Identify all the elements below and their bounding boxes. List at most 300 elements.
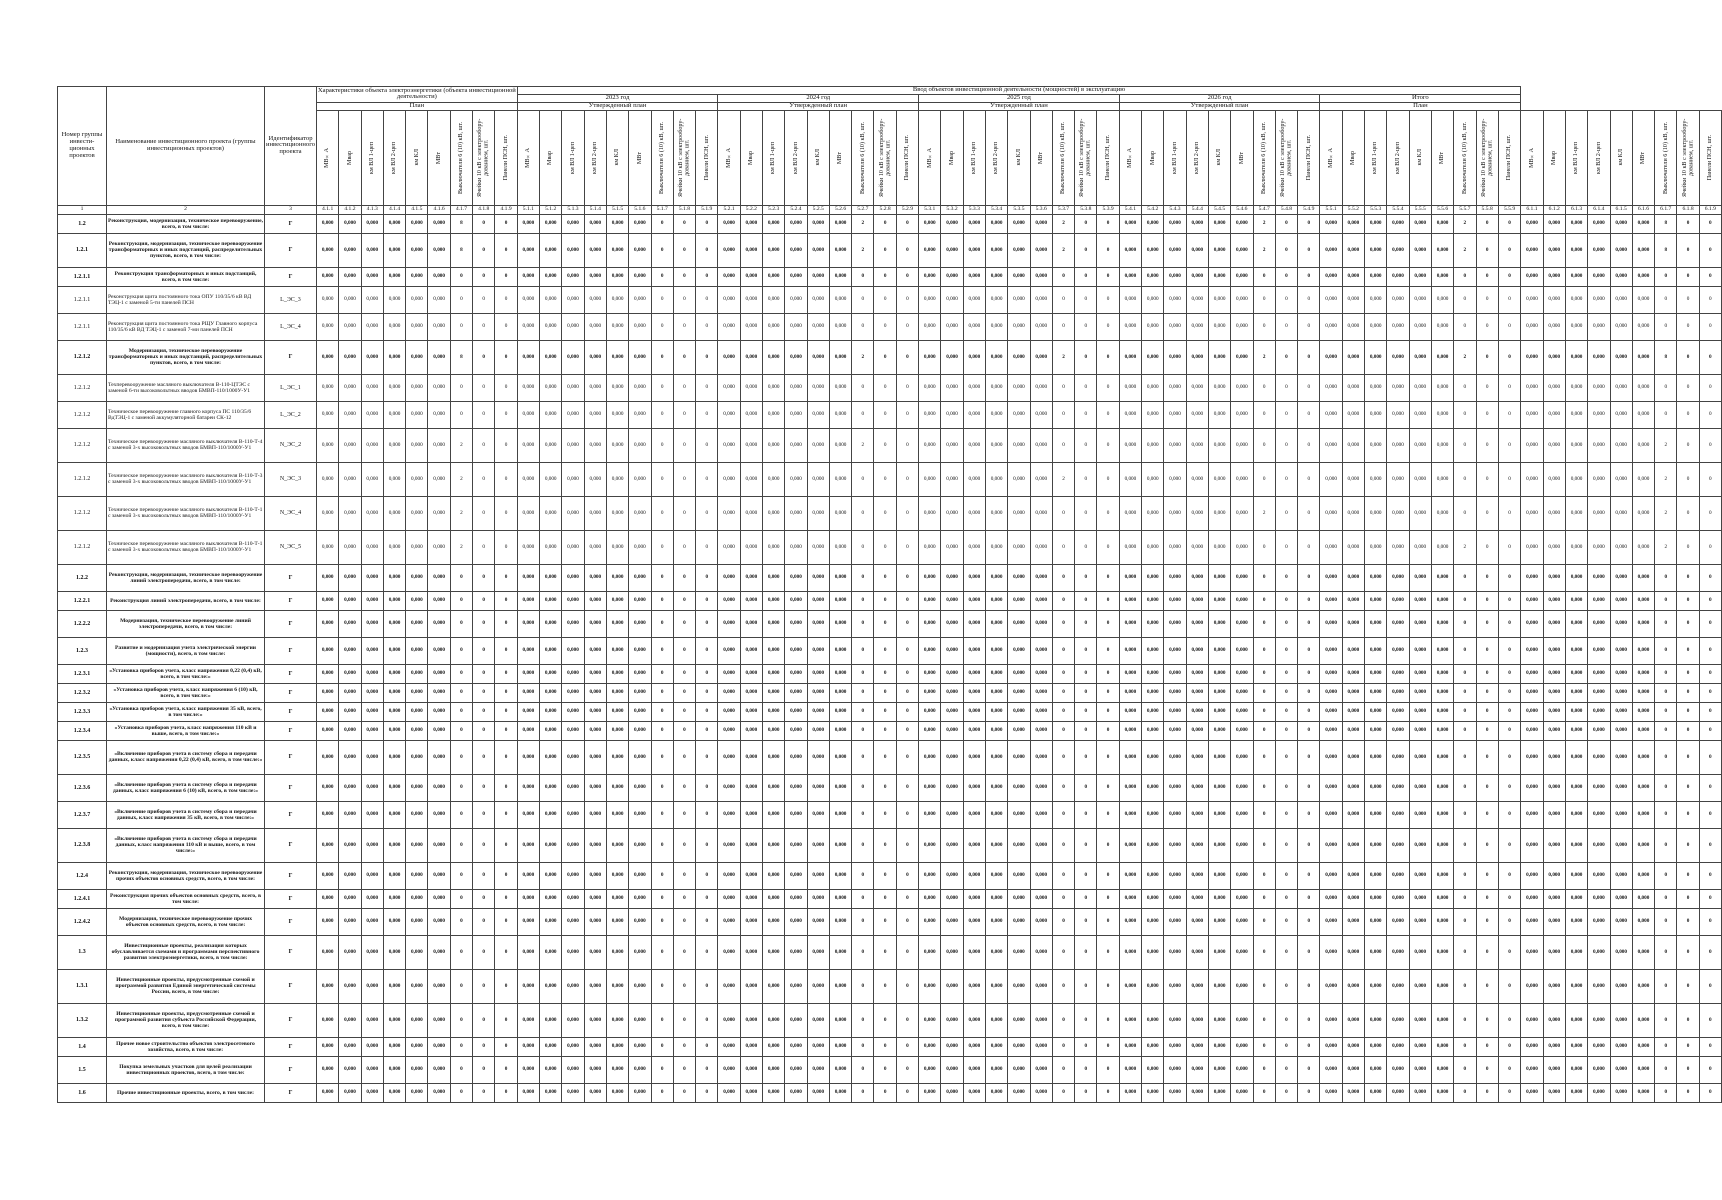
row-value: 0,000: [1365, 428, 1387, 462]
row-value: 0,000: [1588, 801, 1610, 828]
row-project-name: «Включение приборов учета в систему сбора и передачи данных, класс напряжения 35 кВ, всего, в том числе:»: [107, 801, 265, 828]
row-value: 0,000: [406, 267, 428, 286]
row-value: 0,000: [562, 862, 584, 889]
row-value: 0: [1677, 214, 1699, 233]
row-value: 0,000: [1365, 610, 1387, 637]
row-project-name: Реконструкция, модернизация, техническое перевооружение трансформаторных и иных подстанций, распределительных пунктов, всего, в том числе:: [107, 233, 265, 267]
row-value: 0,000: [1208, 637, 1230, 664]
column-number: 5.3.2: [941, 205, 963, 214]
table-row: [58, 1056, 1722, 1083]
header-unit: [1119, 110, 1141, 205]
row-value: 0: [495, 664, 517, 683]
row-project-name: Реконструкция щита постоянного тока ОПУ 110/35/6 кВ ВД ТЭЦ-1 с заменой 5-ти панелей ПСН: [107, 286, 265, 313]
row-value: 0,000: [807, 340, 829, 374]
row-value: 0: [1052, 530, 1074, 564]
row-value: 0,000: [1409, 530, 1431, 564]
row-value: 0,000: [1565, 702, 1587, 721]
row-value: 0,000: [985, 233, 1007, 267]
header-unit: [1208, 110, 1230, 205]
row-value: 0,000: [1142, 935, 1164, 969]
row-value: 0,000: [1119, 774, 1141, 801]
row-value: 0,000: [1632, 862, 1654, 889]
row-value: 0,000: [1231, 702, 1253, 721]
row-value: 0: [1454, 862, 1476, 889]
row-value: 0,000: [785, 828, 807, 862]
row-value: 0,000: [1543, 286, 1565, 313]
row-value: 0: [495, 774, 517, 801]
row-value: 0,000: [785, 401, 807, 428]
row-value: 0: [473, 721, 495, 740]
row-value: 0,000: [1320, 462, 1342, 496]
row-value: 0: [852, 862, 874, 889]
row-value: 0,000: [339, 1083, 361, 1102]
header-unit-label: км ВЛ 1-цеп: [1171, 141, 1178, 174]
row-value: 0,000: [1164, 828, 1186, 862]
header-unit: [428, 110, 450, 205]
row-value: 0,000: [1231, 935, 1253, 969]
row-value: 0,000: [1164, 374, 1186, 401]
row-value: 0,000: [1632, 908, 1654, 935]
row-value: 0: [852, 828, 874, 862]
row-value: 0,000: [1342, 313, 1364, 340]
row-value: 0,000: [406, 610, 428, 637]
row-value: 0,000: [941, 664, 963, 683]
row-value: 0: [651, 702, 673, 721]
row-value: 0: [1298, 1037, 1320, 1056]
row-value: 0: [1476, 428, 1498, 462]
row-group-number: 1.2.1.2: [58, 401, 107, 428]
row-value: 0,000: [1431, 908, 1453, 935]
row-value: 0: [1454, 740, 1476, 774]
row-value: 0,000: [1030, 828, 1052, 862]
row-value: 0,000: [1521, 1056, 1543, 1083]
row-value: 0,000: [718, 801, 740, 828]
row-value: 0,000: [1186, 313, 1208, 340]
row-value: 0,000: [1387, 233, 1409, 267]
row-value: 0,000: [1565, 214, 1587, 233]
row-value: 0,000: [1142, 374, 1164, 401]
header-unit-label: Выключатели 6 (10) кВ, шт.: [1060, 121, 1067, 194]
row-value: 0: [1498, 530, 1521, 564]
table-row: [58, 721, 1722, 740]
row-value: 0,000: [317, 969, 339, 1003]
column-number: 5.3.5: [1008, 205, 1030, 214]
row-value: 0,000: [963, 428, 985, 462]
row-project-name: «Включение приборов учета в систему сбора и передачи данных, класс напряжения 110 кВ и выше, всего, в том числе:»: [107, 828, 265, 862]
row-value: 0,000: [919, 374, 941, 401]
row-value: 0,000: [1543, 664, 1565, 683]
row-value: 0,000: [1008, 740, 1030, 774]
row-value: 0,000: [1119, 889, 1141, 908]
row-value: 0,000: [406, 564, 428, 591]
row-project-id: Г: [265, 233, 317, 267]
table-row: [58, 428, 1722, 462]
row-value: 0: [874, 1037, 896, 1056]
row-value: 0,000: [1342, 374, 1364, 401]
row-value: 0,000: [1588, 683, 1610, 702]
header-project-name: Наименование инвестиционного проекта (группы инвестиционных проектов): [107, 87, 265, 206]
row-value: 0,000: [1119, 828, 1141, 862]
row-value: 0,000: [1342, 340, 1364, 374]
row-value: 0,000: [1409, 462, 1431, 496]
row-value: 0,000: [517, 591, 539, 610]
row-value: 0: [450, 683, 472, 702]
row-value: 0,000: [317, 496, 339, 530]
row-value: 0,000: [919, 214, 941, 233]
row-value: 0,000: [1565, 401, 1587, 428]
row-value: 0,000: [919, 801, 941, 828]
row-value: 0: [1498, 969, 1521, 1003]
header-unit: [1677, 110, 1699, 205]
row-value: 0,000: [383, 1083, 405, 1102]
header-unit-label: км ВЛ 2-цеп: [792, 141, 799, 174]
row-value: 0,000: [1320, 313, 1342, 340]
row-value: 0,000: [1632, 1003, 1654, 1037]
row-value: 0,000: [829, 801, 851, 828]
row-value: 0,000: [606, 564, 628, 591]
row-project-name: Реконструкция щита постоянного тока РЩУ Главного корпуса 110/35/6 кВ ВД ТЭЦ-1 с заменой 7-ми панелей ПСН: [107, 313, 265, 340]
row-value: 0: [495, 340, 517, 374]
row-value: 0: [1298, 774, 1320, 801]
row-value: 0,000: [1186, 214, 1208, 233]
row-value: 0: [495, 428, 517, 462]
row-value: 0,000: [740, 828, 762, 862]
row-value: 0,000: [317, 721, 339, 740]
row-value: 0,000: [1543, 401, 1565, 428]
row-value: 0,000: [807, 774, 829, 801]
header-approved-plan-2023: Утвержденный план: [517, 102, 718, 110]
row-value: 0,000: [540, 496, 562, 530]
row-value: 0,000: [383, 564, 405, 591]
row-value: 0,000: [1610, 401, 1632, 428]
table-row: [58, 286, 1722, 313]
table-row: [58, 774, 1722, 801]
row-value: 0: [473, 564, 495, 591]
row-value: 0,000: [1231, 1083, 1253, 1102]
row-project-id: N_ЭС_4: [265, 496, 317, 530]
row-value: 0,000: [985, 828, 1007, 862]
row-value: 0: [1052, 591, 1074, 610]
column-number: 5.3.3: [963, 205, 985, 214]
row-value: 0,000: [562, 774, 584, 801]
row-value: 0,000: [1208, 610, 1230, 637]
row-value: 0: [874, 801, 896, 828]
row-value: 0: [1253, 564, 1275, 591]
row-value: 0: [1476, 564, 1498, 591]
row-value: 0: [673, 935, 695, 969]
row-value: 0: [896, 683, 918, 702]
row-value: 0,000: [540, 530, 562, 564]
row-value: 2: [1052, 214, 1074, 233]
row-value: 0: [651, 1003, 673, 1037]
row-value: 0,000: [919, 496, 941, 530]
row-value: 0,000: [606, 862, 628, 889]
row-value: 0,000: [1409, 564, 1431, 591]
row-value: 0,000: [807, 862, 829, 889]
row-value: 0: [1075, 828, 1097, 862]
row-value: 0,000: [1186, 462, 1208, 496]
row-project-id: Г: [265, 564, 317, 591]
row-value: 0,000: [1342, 1056, 1364, 1083]
row-value: 0: [1699, 496, 1721, 530]
row-value: 0,000: [1186, 267, 1208, 286]
row-value: 0: [1298, 214, 1320, 233]
row-value: 0,000: [1342, 1003, 1364, 1037]
row-value: 0,000: [763, 740, 785, 774]
header-unit-label: км ВЛ 1-цеп: [369, 141, 376, 174]
row-project-id: Г: [265, 721, 317, 740]
row-value: 0: [673, 428, 695, 462]
row-value: 0: [450, 828, 472, 862]
row-value: 0,000: [1320, 267, 1342, 286]
row-value: 0: [1655, 564, 1677, 591]
row-value: 0,000: [740, 530, 762, 564]
row-value: 0,000: [1320, 401, 1342, 428]
row-value: 0: [1052, 862, 1074, 889]
row-group-number: 1.2: [58, 214, 107, 233]
row-value: 0,000: [1119, 1003, 1141, 1037]
row-value: 0,000: [785, 214, 807, 233]
row-value: 0,000: [1208, 862, 1230, 889]
column-number: 5.4.1: [1119, 205, 1141, 214]
row-value: 0,000: [1409, 774, 1431, 801]
row-value: 2: [1253, 233, 1275, 267]
row-value: 0: [852, 774, 874, 801]
row-value: 0: [1454, 267, 1476, 286]
row-value: 0,000: [1387, 564, 1409, 591]
row-value: 0: [495, 908, 517, 935]
row-value: 0,000: [584, 530, 606, 564]
row-value: 0,000: [517, 214, 539, 233]
row-value: 0: [1075, 610, 1097, 637]
row-value: 0,000: [1610, 721, 1632, 740]
row-value: 0: [450, 740, 472, 774]
row-value: 0,000: [1409, 496, 1431, 530]
row-project-id: L_ЭС_3: [265, 286, 317, 313]
row-value: 0,000: [941, 214, 963, 233]
row-value: 0: [1476, 233, 1498, 267]
row-value: 0,000: [562, 740, 584, 774]
row-value: 0: [450, 286, 472, 313]
row-value: 0: [1677, 1003, 1699, 1037]
row-value: 0,000: [584, 591, 606, 610]
row-value: 0,000: [1164, 637, 1186, 664]
row-value: 0: [696, 610, 718, 637]
row-value: 0,000: [807, 428, 829, 462]
row-value: 0,000: [1119, 591, 1141, 610]
row-value: 0: [673, 267, 695, 286]
row-value: 0: [473, 969, 495, 1003]
row-value: 0,000: [1588, 774, 1610, 801]
row-value: 0,000: [963, 683, 985, 702]
row-value: 0,000: [1610, 683, 1632, 702]
row-value: 0,000: [1588, 340, 1610, 374]
row-value: 0: [1655, 828, 1677, 862]
row-value: 0: [1275, 428, 1297, 462]
row-value: 0,000: [829, 564, 851, 591]
row-value: 0,000: [1543, 233, 1565, 267]
row-value: 0,000: [985, 1056, 1007, 1083]
row-value: 0: [1275, 862, 1297, 889]
row-value: 0: [1075, 1083, 1097, 1102]
row-value: 0,000: [1119, 267, 1141, 286]
row-value: 0: [1454, 1083, 1476, 1102]
row-value: 0: [473, 889, 495, 908]
row-value: 0,000: [1543, 935, 1565, 969]
row-value: 0,000: [1008, 610, 1030, 637]
row-value: 0,000: [540, 637, 562, 664]
row-value: 0,000: [941, 637, 963, 664]
row-value: 0,000: [718, 462, 740, 496]
row-value: 0,000: [1610, 637, 1632, 664]
row-value: 0,000: [606, 401, 628, 428]
row-value: 0,000: [807, 740, 829, 774]
row-value: 0: [1298, 862, 1320, 889]
row-value: 0,000: [1208, 702, 1230, 721]
row-value: 0,000: [1119, 862, 1141, 889]
row-value: 0,000: [1342, 564, 1364, 591]
row-value: 0: [1677, 1056, 1699, 1083]
row-value: 0,000: [829, 428, 851, 462]
header-unit: [1231, 110, 1253, 205]
row-value: 0,000: [517, 233, 539, 267]
row-value: 0,000: [807, 530, 829, 564]
header-unit-label: МВт: [1439, 151, 1446, 164]
row-value: 0: [1075, 889, 1097, 908]
row-value: 0: [651, 908, 673, 935]
row-value: 0,000: [1030, 233, 1052, 267]
row-value: 0: [1253, 286, 1275, 313]
row-value: 0: [1275, 721, 1297, 740]
header-unit-label: Ячейки 10 кВ с электрообору-дованием, шт.: [1079, 118, 1092, 197]
row-value: 0,000: [1186, 591, 1208, 610]
row-value: 2: [450, 462, 472, 496]
row-value: 0,000: [785, 721, 807, 740]
row-value: 2: [1052, 462, 1074, 496]
row-group-number: 1.2.4.2: [58, 908, 107, 935]
row-value: 0: [1298, 908, 1320, 935]
column-number: 5.4.8: [1275, 205, 1297, 214]
row-value: 0: [651, 801, 673, 828]
table-row: [58, 908, 1722, 935]
row-value: 0,000: [1008, 591, 1030, 610]
row-value: 0: [1097, 1056, 1119, 1083]
column-number: 5.2.4: [785, 205, 807, 214]
row-value: 0: [1097, 664, 1119, 683]
row-value: 0,000: [1431, 564, 1453, 591]
row-value: 0: [1677, 374, 1699, 401]
row-value: 0,000: [406, 683, 428, 702]
row-value: 0,000: [807, 1037, 829, 1056]
table-row: [58, 740, 1722, 774]
table-row: [58, 935, 1722, 969]
row-value: 0,000: [1142, 828, 1164, 862]
header-unit-label: Ячейки 10 кВ с электрообору-дованием, шт.: [477, 118, 490, 197]
row-value: 0: [1253, 862, 1275, 889]
row-value: 0,000: [1320, 801, 1342, 828]
row-value: 0,000: [1164, 530, 1186, 564]
row-value: 0,000: [763, 267, 785, 286]
row-value: 0,000: [1365, 374, 1387, 401]
column-number: 5.3.8: [1075, 205, 1097, 214]
row-value: 0,000: [562, 267, 584, 286]
row-value: 0,000: [1365, 828, 1387, 862]
row-value: 2: [1655, 496, 1677, 530]
row-value: 0,000: [1365, 774, 1387, 801]
row-value: 0,000: [829, 1083, 851, 1102]
row-value: 0,000: [1030, 214, 1052, 233]
row-value: 0,000: [919, 969, 941, 1003]
row-value: 0: [495, 969, 517, 1003]
header-unit-label: МВт: [636, 151, 643, 164]
row-value: 0,000: [941, 774, 963, 801]
row-value: 0,000: [1588, 564, 1610, 591]
column-number: 6.1.2: [1543, 205, 1565, 214]
row-value: 0: [673, 214, 695, 233]
row-value: 0,000: [785, 496, 807, 530]
row-value: 0,000: [1521, 530, 1543, 564]
row-value: 2: [1253, 340, 1275, 374]
row-value: 0: [1097, 428, 1119, 462]
column-number: 5.5.7: [1454, 205, 1476, 214]
header-unit: [985, 110, 1007, 205]
row-value: 0,000: [540, 1037, 562, 1056]
row-value: 0,000: [1164, 564, 1186, 591]
row-value: 0,000: [1632, 1037, 1654, 1056]
row-value: 0: [1498, 610, 1521, 637]
row-value: 0: [896, 267, 918, 286]
row-value: 0: [1097, 462, 1119, 496]
header-unit-label: км ВЛ 2-цеп: [993, 141, 1000, 174]
row-value: 0,000: [1320, 564, 1342, 591]
row-value: 0,000: [1610, 664, 1632, 683]
row-value: 0,000: [1588, 401, 1610, 428]
row-value: 0,000: [1142, 496, 1164, 530]
row-value: 0: [495, 530, 517, 564]
row-value: 0,000: [807, 969, 829, 1003]
row-value: 0,000: [1365, 969, 1387, 1003]
row-value: 0: [1097, 610, 1119, 637]
row-value: 0,000: [1521, 591, 1543, 610]
row-value: 0: [1275, 740, 1297, 774]
row-project-id: Г: [265, 1037, 317, 1056]
header-unit: [1565, 110, 1587, 205]
row-value: 0,000: [517, 1056, 539, 1083]
header-unit: [1632, 110, 1654, 205]
row-value: 0,000: [785, 740, 807, 774]
row-value: 0,000: [1320, 591, 1342, 610]
row-value: 0,000: [1588, 462, 1610, 496]
column-number: 4.1.7: [450, 205, 472, 214]
row-value: 0: [1075, 1003, 1097, 1037]
column-number: 5.3.6: [1030, 205, 1052, 214]
row-value: 0,000: [606, 462, 628, 496]
row-value: 0,000: [406, 774, 428, 801]
row-value: 0: [852, 267, 874, 286]
row-value: 0,000: [361, 1083, 383, 1102]
row-value: 0,000: [317, 313, 339, 340]
row-value: 0: [852, 908, 874, 935]
row-value: 0: [896, 637, 918, 664]
row-value: 0: [696, 564, 718, 591]
row-value: 0: [450, 889, 472, 908]
row-value: 0,000: [829, 637, 851, 664]
row-value: 0,000: [919, 591, 941, 610]
row-value: 0: [1655, 610, 1677, 637]
row-value: 0,000: [1320, 1003, 1342, 1037]
row-value: 0,000: [1119, 610, 1141, 637]
row-value: 0,000: [1231, 1037, 1253, 1056]
